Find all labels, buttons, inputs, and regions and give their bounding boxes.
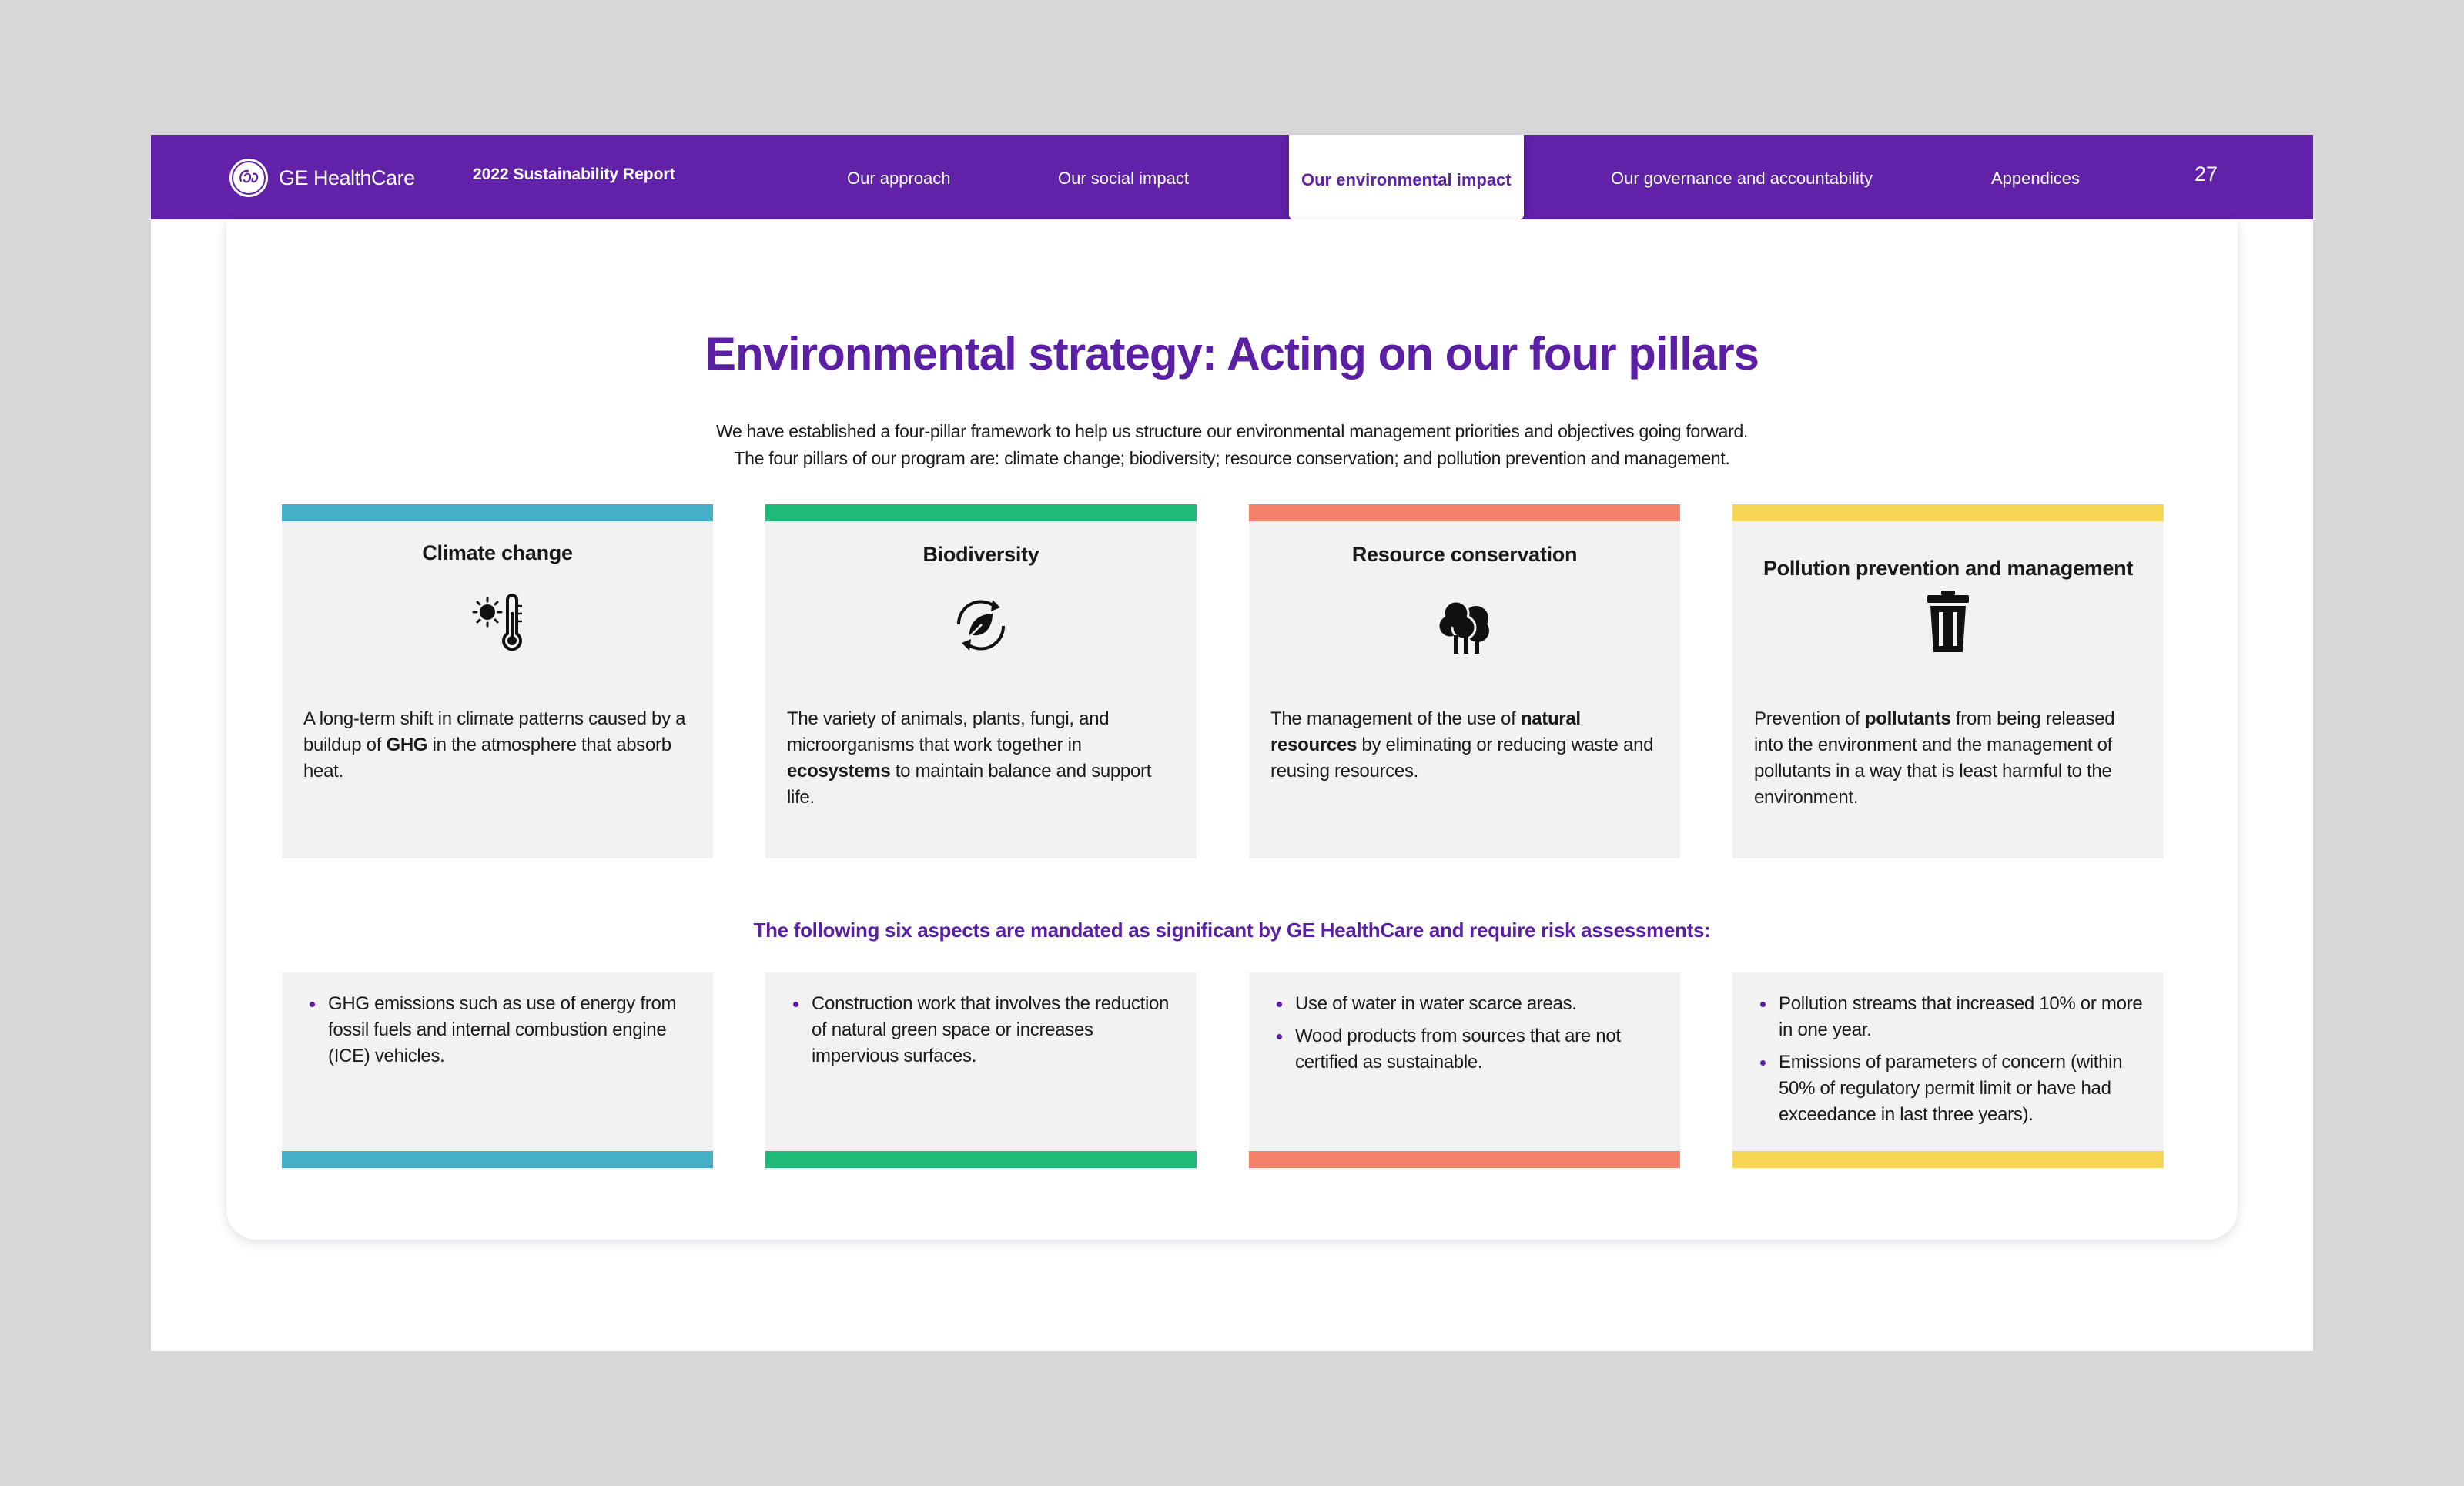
aspect-item: Use of water in water scarce areas. — [1272, 991, 1665, 1017]
pillar-text-bold: ecosystems — [787, 761, 891, 781]
trash-can-icon — [1913, 587, 1983, 657]
aspect-color-bar — [1732, 1151, 2164, 1168]
page-number: 27 — [2194, 162, 2218, 186]
pillar-text: A long-term shift in climate patterns caused by a buildup of — [303, 708, 686, 755]
sun-thermometer-icon — [463, 591, 532, 660]
pillar-text: The management of the use of — [1270, 708, 1521, 729]
aspect-card-climate — [282, 972, 713, 1168]
aspect-item: Construction work that involves the reduction of natural green space or increases impervious surfaces. — [788, 991, 1181, 1069]
pillar-title: Resource conservation — [1351, 543, 1578, 566]
aspect-card-pollution — [1732, 972, 2164, 1168]
pillar-text: by eliminating or reducing waste and reusing resources. — [1270, 735, 1654, 781]
pillar-text: to maintain balance and support life. — [787, 761, 1152, 808]
trees-icon — [1430, 591, 1499, 660]
pillar-color-bar — [282, 504, 713, 521]
aspect-list — [305, 991, 698, 1076]
pillar-text-bold: pollutants — [1864, 708, 1951, 729]
aspect-item: GHG emissions such as use of energy from fossil fuels and internal combustion engine (ICE) vehicles. — [305, 991, 698, 1069]
pillar-text: The variety of animals, plants, fungi, and microorganisms that work together in — [787, 708, 1110, 755]
pillar-title: Climate change — [422, 541, 573, 564]
leaf-recycle-icon — [946, 591, 1016, 660]
logo-text: GE HealthCare — [279, 166, 415, 189]
aspect-color-bar — [1249, 1151, 1680, 1168]
aspect-card-resources — [1249, 972, 1680, 1168]
nav-our-environmental-impact[interactable]: Our environmental impact — [1289, 135, 1524, 219]
pillar-pollution-prevention — [1732, 504, 2164, 858]
pillar-color-bar — [765, 504, 1197, 521]
nav-our-governance[interactable]: Our governance and accountability — [1611, 169, 1873, 188]
nav-our-social-impact[interactable]: Our social impact — [1058, 169, 1189, 188]
pillar-description — [1754, 706, 2147, 811]
aspect-item: Wood products from sources that are not certified as sustainable. — [1272, 1023, 1665, 1076]
report-title: 2022 Sustainability Report — [473, 166, 675, 183]
pillar-title: Pollution prevention and management — [1763, 557, 2134, 580]
aspect-card-biodiversity — [765, 972, 1197, 1168]
page-title: Environmental strategy: Acting on our four pillars — [705, 328, 1759, 380]
pillar-text: from being released into the environment and the management of pollutants in a way that is least harmful to the environment. — [1754, 708, 2115, 808]
pillar-description — [1270, 706, 1663, 785]
report-page — [151, 135, 2313, 1351]
pillar-description — [787, 706, 1180, 811]
intro-text — [226, 418, 2238, 472]
pillar-title: Biodiversity — [922, 543, 1040, 566]
pillar-description — [303, 706, 696, 785]
pillar-resource-conservation — [1249, 504, 1680, 858]
pillar-text-bold: GHG — [386, 735, 428, 755]
pillar-color-bar — [1732, 504, 2164, 521]
pillar-text: in the atmosphere that absorb heat. — [303, 735, 671, 781]
pillar-text-bold: natural resources — [1270, 708, 1581, 755]
pillar-biodiversity — [765, 504, 1197, 858]
aspects-heading: The following six aspects are mandated as significant by GE HealthCare and require risk assessments: — [753, 919, 1711, 942]
aspect-color-bar — [282, 1151, 713, 1168]
intro-line-1: We have established a four-pillar framework to help us structure our environmental management priorities and objectives going forward. — [715, 421, 1749, 441]
top-navigation-bar — [151, 135, 2313, 219]
pillar-climate-change — [282, 504, 713, 858]
aspect-list — [1272, 991, 1665, 1082]
nav-our-approach[interactable]: Our approach — [847, 169, 951, 188]
pillar-text: Prevention of — [1754, 708, 1865, 729]
ge-healthcare-logo[interactable] — [228, 156, 415, 199]
aspect-color-bar — [765, 1151, 1197, 1168]
pillar-color-bar — [1249, 504, 1680, 521]
aspect-item: Pollution streams that increased 10% or more in one year. — [1756, 991, 2148, 1043]
content-panel — [226, 219, 2238, 1240]
aspect-item: Emissions of parameters of concern (within 50% of regulatory permit limit or have had exceedance in last three years). — [1756, 1049, 2148, 1128]
intro-line-2: The four pillars of our program are: climate change; biodiversity; resource conservation; and pollution prevention and management. — [734, 448, 1730, 468]
nav-appendices[interactable]: Appendices — [1991, 169, 2080, 188]
ge-monogram-icon — [228, 157, 270, 199]
aspect-list — [788, 991, 1181, 1076]
aspect-list — [1756, 991, 2148, 1134]
